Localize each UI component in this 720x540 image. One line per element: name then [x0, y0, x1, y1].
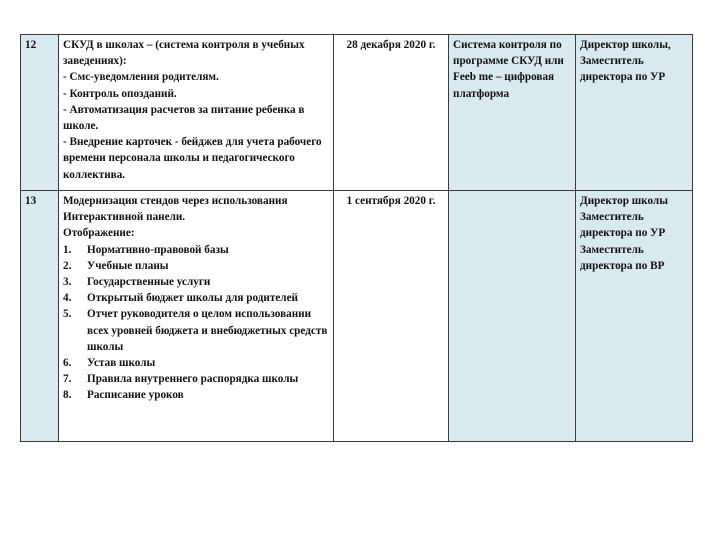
- deadline-date: 28 декабря 2020 г.: [346, 39, 436, 51]
- list-item: [63, 306, 329, 355]
- responsible-line: Директор школы: [580, 195, 668, 207]
- event-line: - Автоматизация расчетов за питание ребенка в школе.: [63, 103, 305, 133]
- system-text: Система контроля по программе СКУД или Feeb me – цифровая платформа: [453, 39, 564, 100]
- responsible-line: Заместитель директора по ВР: [580, 243, 665, 272]
- deadline-date: 1 сентября 2020 г.: [346, 195, 436, 207]
- list-text: Государственные услуги: [87, 276, 211, 289]
- list-item: [63, 387, 329, 403]
- responsible-cell: [576, 35, 693, 191]
- list-number: 1.: [63, 243, 72, 256]
- system-cell: [449, 35, 576, 191]
- system-cell: [449, 191, 576, 442]
- list-number: 4.: [63, 292, 72, 305]
- event-line: - Внедрение карточек - бейджев для учета рабочего времени персонала школы и педагогического коллектива.: [63, 136, 322, 181]
- table-row: [21, 191, 693, 442]
- list-item: [63, 290, 329, 306]
- list-number: 2.: [63, 259, 72, 272]
- row-number: 12: [25, 39, 37, 51]
- event-intro: Модернизация стендов через использования Интерактивной панели.: [63, 195, 288, 224]
- plan-table: [20, 34, 693, 442]
- list-text: Открытый бюджет школы для родителей: [87, 292, 298, 305]
- list-item: [63, 258, 329, 274]
- list-text: Нормативно-правовой базы: [87, 243, 229, 256]
- event-line: СКУД в школах – (система контроля в учебных заведениях):: [63, 39, 305, 68]
- table-row: [21, 35, 693, 191]
- list-item: [63, 371, 329, 387]
- list-text: Учебные планы: [87, 259, 169, 272]
- list-number: 8.: [63, 389, 72, 402]
- date-cell: [334, 35, 449, 191]
- responsible-line: Заместитель директора по УР: [580, 55, 666, 84]
- event-line: - Контроль опозданий.: [63, 87, 177, 100]
- event-line: - Смс-уведомления родителям.: [63, 71, 219, 84]
- list-item: [63, 242, 329, 258]
- list-text: Расписание уроков: [87, 389, 184, 402]
- event-list: [63, 242, 329, 404]
- list-text: Отчет руководителя о целом использовании всех уровней бюджета и внебюджетных средств школы: [87, 308, 328, 353]
- event-cell: [59, 191, 334, 442]
- row-number-cell: [21, 191, 59, 442]
- list-item: [63, 274, 329, 290]
- list-item: [63, 355, 329, 371]
- row-number: 13: [25, 195, 37, 207]
- responsible-line: Заместитель директора по УР: [580, 211, 666, 240]
- responsible-line: Директор школы,: [580, 39, 671, 51]
- list-number: 6.: [63, 357, 72, 370]
- event-subtitle: Отображение:: [63, 227, 135, 240]
- responsible-cell: [576, 191, 693, 442]
- list-number: 7.: [63, 373, 72, 386]
- row-number-cell: [21, 35, 59, 191]
- list-number: 3.: [63, 276, 72, 289]
- date-cell: [334, 191, 449, 442]
- list-text: Правила внутреннего распорядка школы: [87, 373, 299, 386]
- list-text: Устав школы: [87, 357, 156, 370]
- event-cell: [59, 35, 334, 191]
- list-number: 5.: [63, 308, 72, 321]
